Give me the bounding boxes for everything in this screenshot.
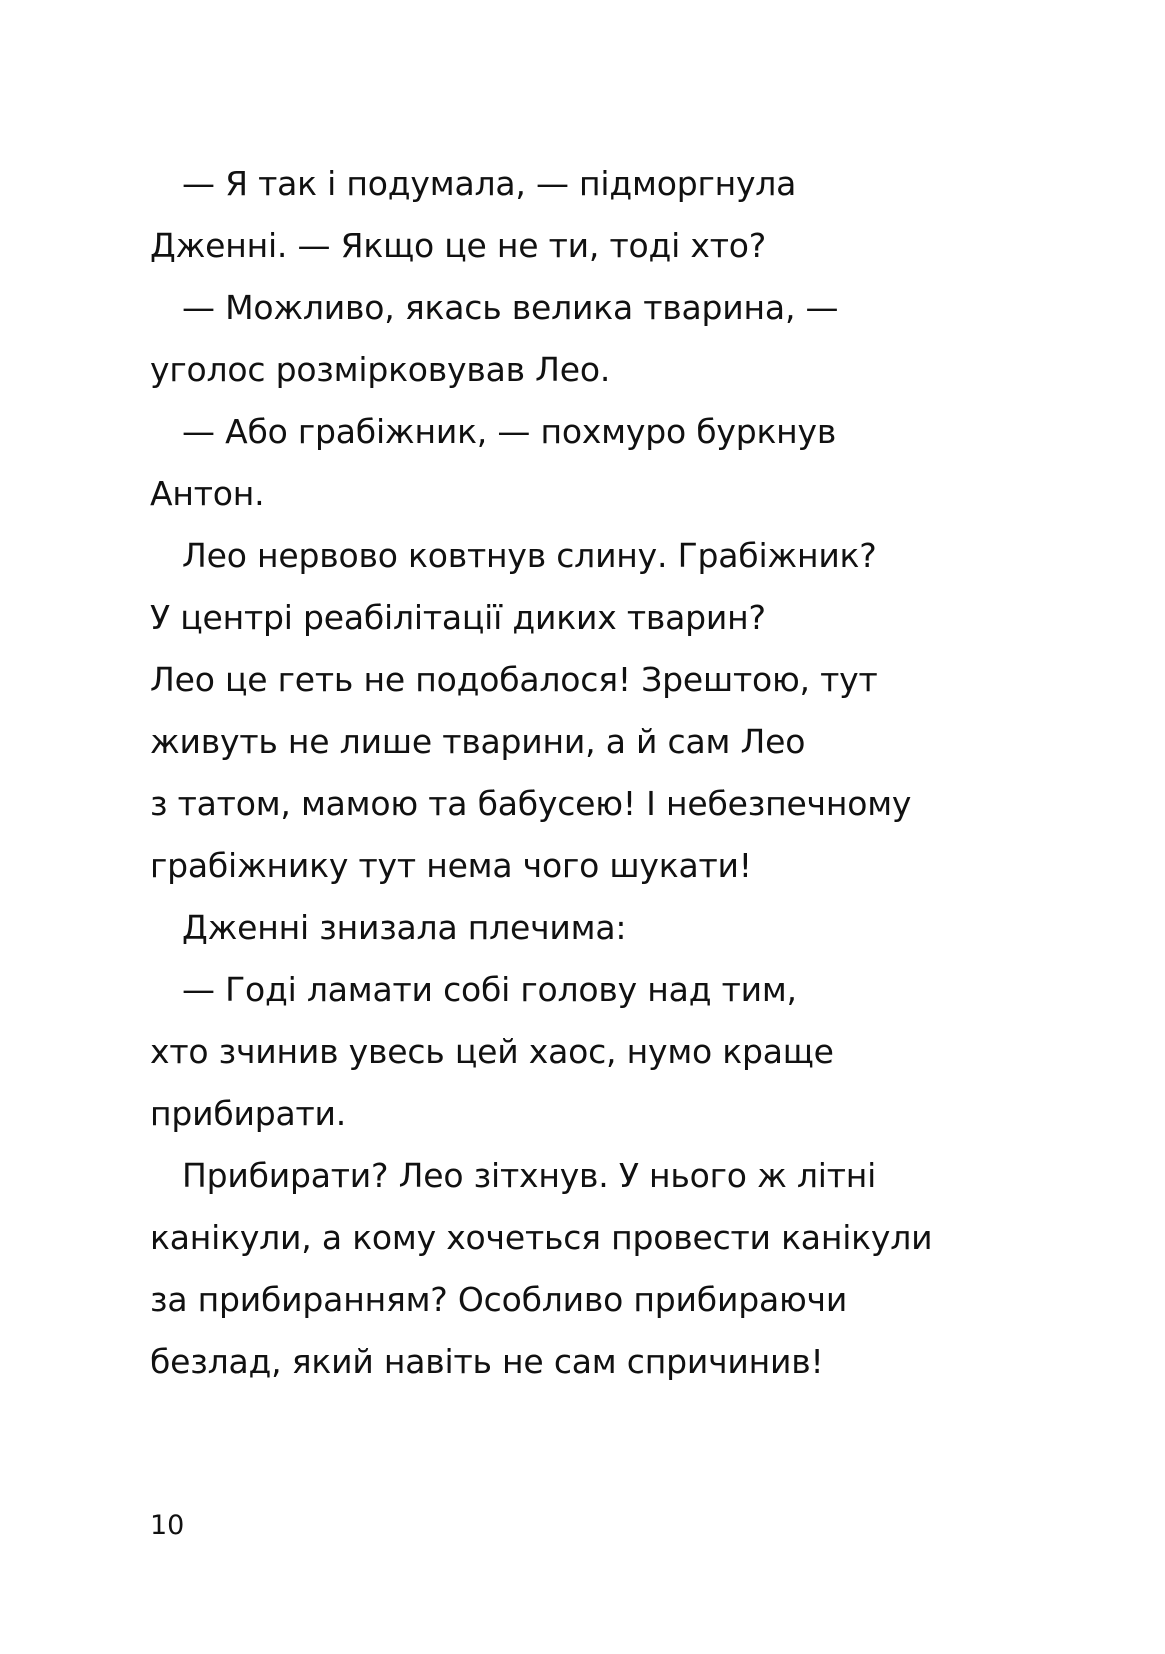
text-line: прибирати. xyxy=(150,1094,347,1133)
text-line: — Можливо, якась велика тварина, — xyxy=(182,288,839,327)
text-line: Лео це геть не подобалося! Зрештою, тут xyxy=(150,660,878,699)
text-line: — Годі ламати собі голову над тим, xyxy=(182,970,797,1009)
text-line: грабіжнику тут нема чого шукати! xyxy=(150,846,752,885)
text-line: хто зчинив увесь цей хаос, нумо краще xyxy=(150,1032,834,1071)
text-line: У центрі реабілітації диких тварин? xyxy=(150,598,766,637)
text-line: Прибирати? Лео зітхнув. У нього ж літні xyxy=(182,1156,877,1195)
text-line: з татом, мамою та бабусею! І небезпечному xyxy=(150,784,912,823)
text-line: живуть не лише тварини, а й сам Лео xyxy=(150,722,806,761)
text-line: Антон. xyxy=(150,474,265,513)
text-line: канікули, а кому хочеться провести канікули xyxy=(150,1218,933,1257)
body-text xyxy=(150,153,1010,1393)
text-line: Дженні знизала плечима: xyxy=(182,908,627,947)
text-line: — Або грабіжник, — похмуро буркнув xyxy=(182,412,837,451)
text-line: — Я так і подумала, — підморгнула xyxy=(182,164,797,203)
text-line: уголос розмірковував Лео. xyxy=(150,350,611,389)
text-line: за прибиранням? Особливо прибираючи xyxy=(150,1280,848,1319)
page-number: 10 xyxy=(150,1510,185,1541)
text-line: безлад, який навіть не сам спричинив! xyxy=(150,1342,824,1381)
text-line: Дженні. — Якщо це не ти, тоді хто? xyxy=(150,226,767,265)
text-line: Лео нервово ковтнув слину. Грабіжник? xyxy=(182,536,877,575)
